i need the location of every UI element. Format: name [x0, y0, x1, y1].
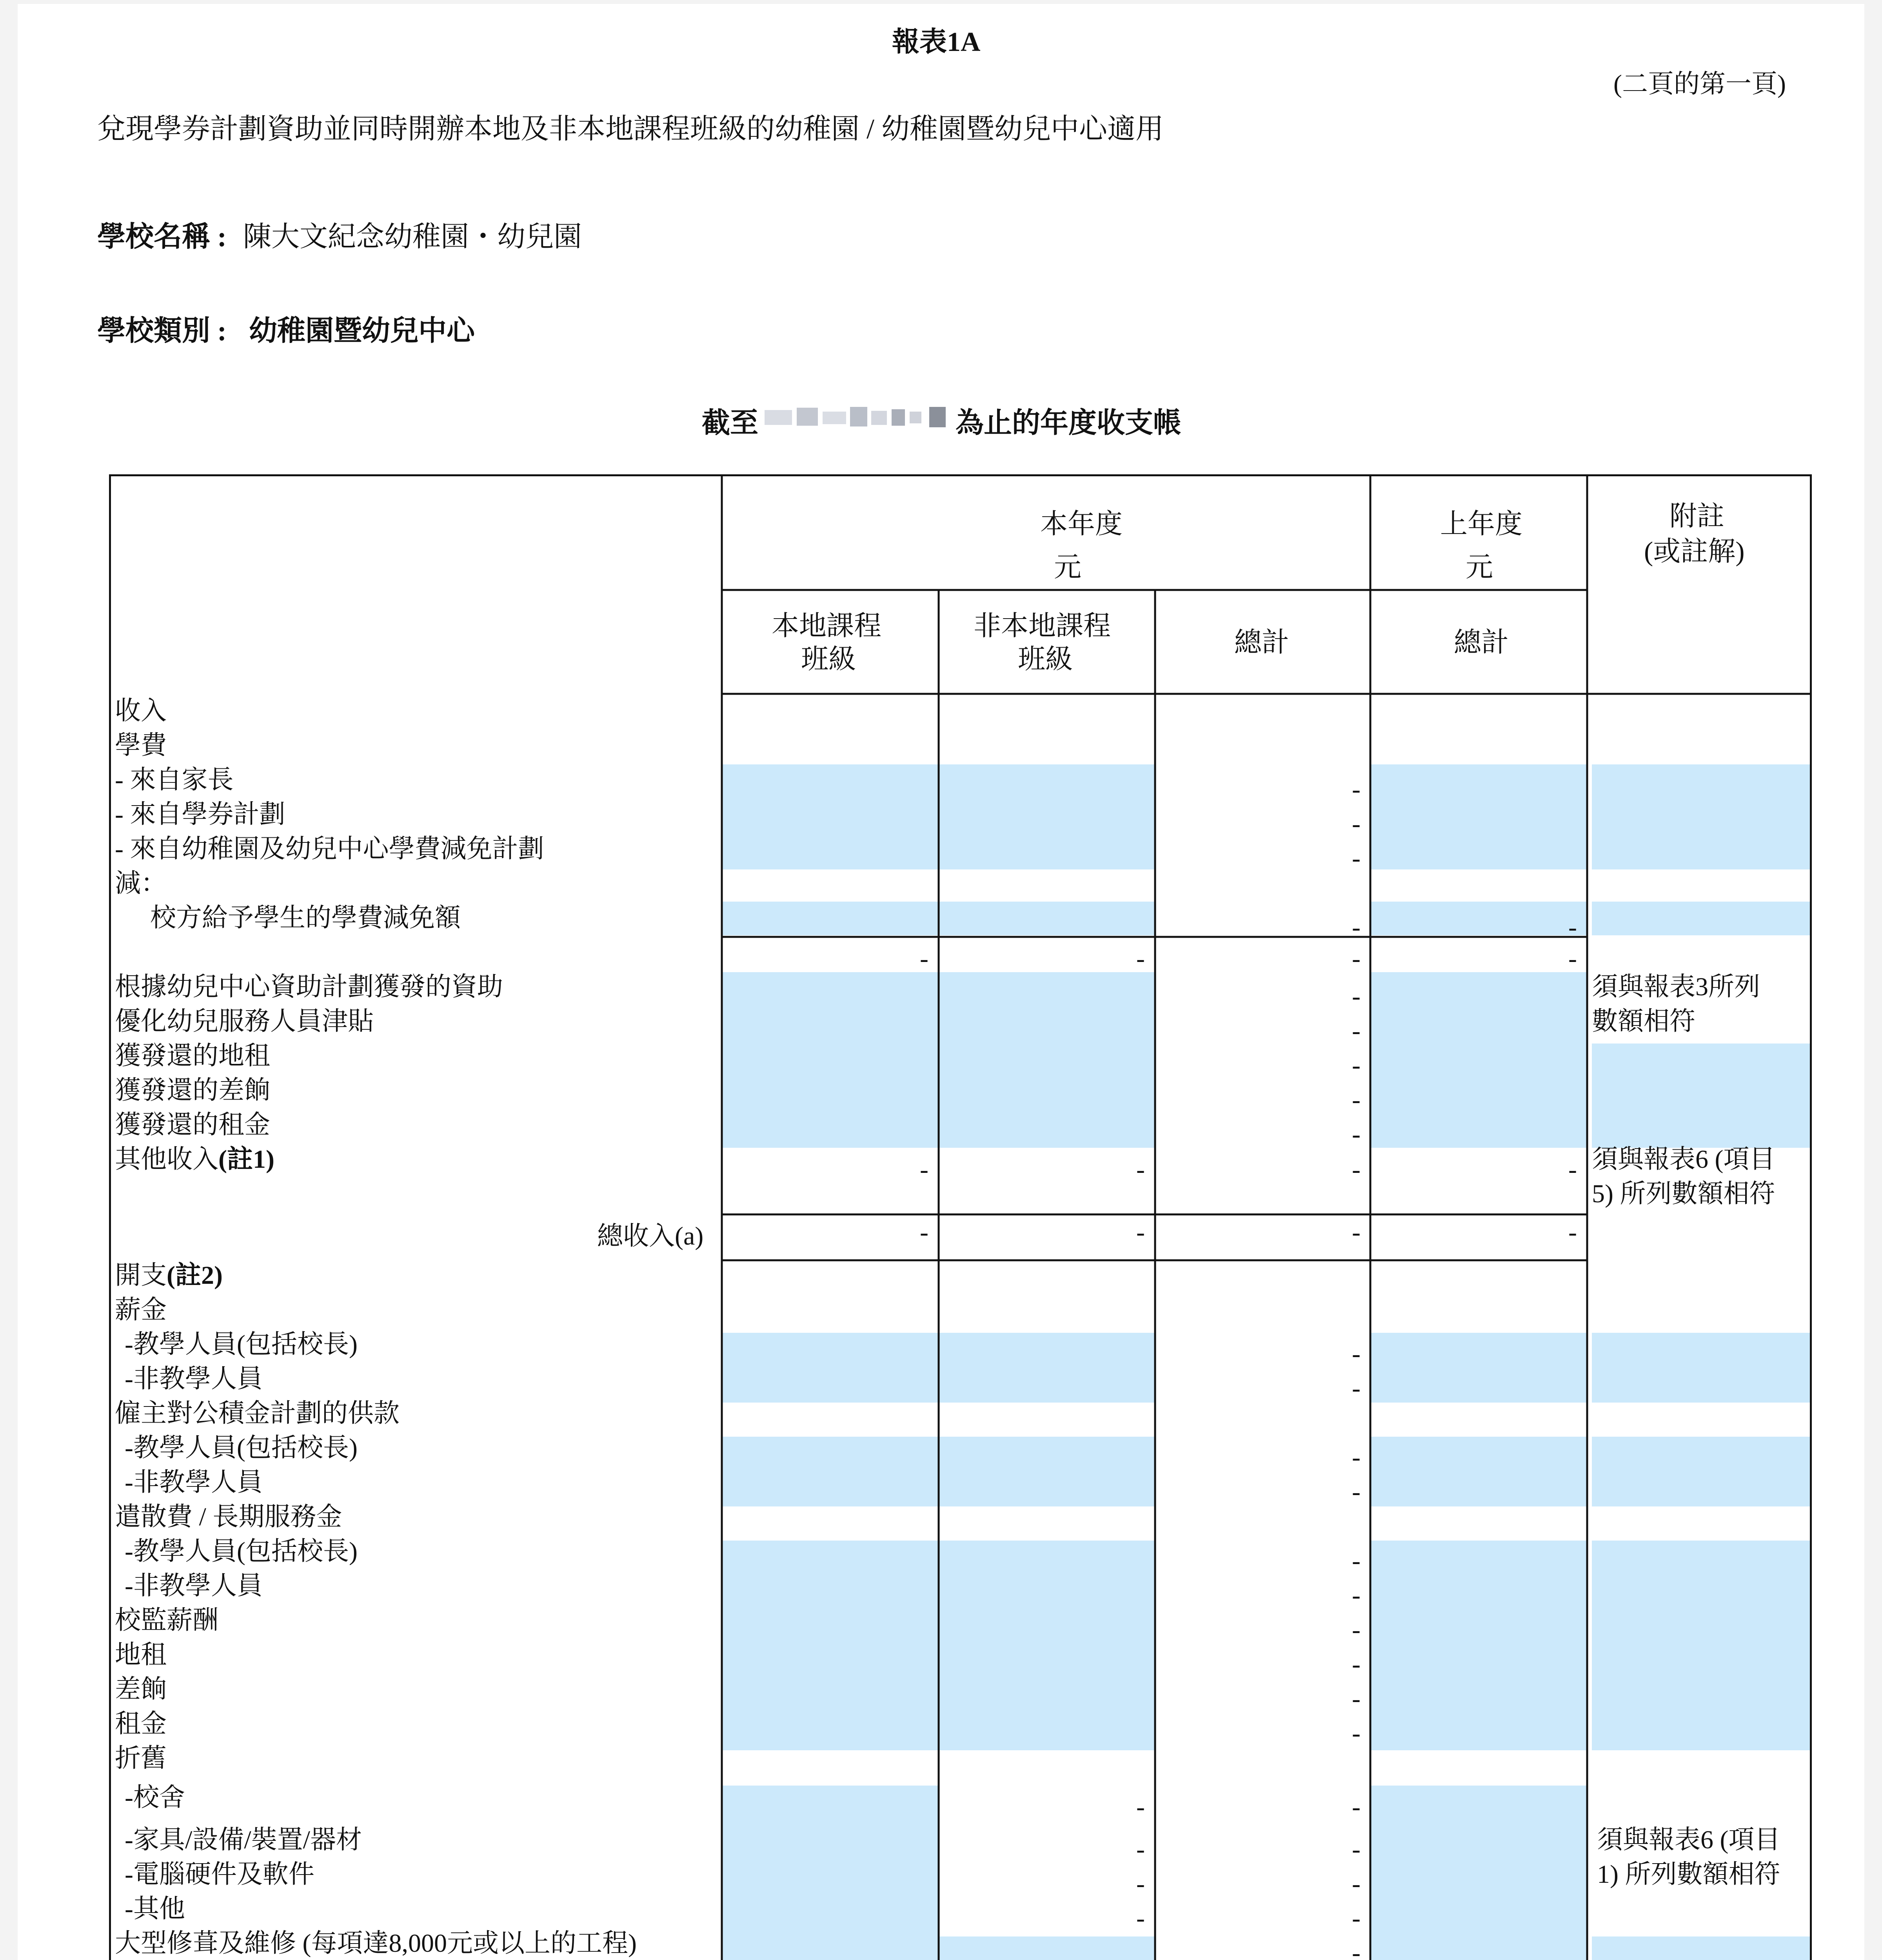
statement-title-prefix: 截至 — [702, 407, 759, 439]
row-less: 減： — [115, 869, 167, 898]
row-salaries: 薪金 — [115, 1296, 167, 1324]
col-notes-sub: (或註解) — [1644, 537, 1745, 567]
row-ccc-subsidy: 根據幼兒中心資助計劃獲發的資助 — [115, 973, 503, 1001]
dash: - — [1352, 1684, 1361, 1713]
dash: - — [1352, 844, 1361, 873]
row-fees-remission: - 來自幼稚園及幼兒中心學費減免計劃 — [115, 835, 544, 863]
row-school-fees: 學費 — [115, 731, 167, 760]
dash: - — [1352, 1120, 1361, 1149]
dash: - — [1352, 1477, 1361, 1506]
col-local-line2: 班級 — [801, 644, 856, 675]
dash: - — [1352, 1085, 1361, 1114]
dash: - — [1352, 944, 1361, 973]
dash: - — [1136, 1904, 1145, 1933]
row-dep-computer: -電腦硬件及軟件 — [125, 1860, 314, 1889]
col-prior-unit: 元 — [1466, 552, 1493, 583]
row-mpf-nonteaching: -非教學人員 — [125, 1468, 263, 1497]
dash: - — [1352, 1155, 1361, 1184]
dash: - — [1352, 1615, 1361, 1644]
dash: - — [1136, 1218, 1145, 1247]
dash: - — [1352, 1051, 1361, 1080]
row-dep-premises: -校舍 — [125, 1783, 185, 1812]
applicability-line: 兌現學券計劃資助並同時開辦本地及非本地課程班級的幼稚園 / 幼稚園暨幼兒中心適用 — [97, 113, 1164, 145]
row-severance-nonteaching: -非教學人員 — [125, 1572, 263, 1600]
note-match-form6-item1-l1: 須與報表6 (項目 — [1597, 1826, 1780, 1854]
dash: - — [1136, 1835, 1145, 1864]
row-rent: 租金 — [115, 1710, 167, 1738]
row-severance-teaching: -教學人員(包括校長) — [125, 1537, 358, 1566]
col-prior-total: 總計 — [1454, 628, 1509, 658]
row-mpf-teaching: -教學人員(包括校長) — [125, 1434, 358, 1462]
school-type-value: 幼稚園暨幼兒中心 — [249, 315, 475, 347]
row-fees-voucher: - 來自學券計劃 — [115, 800, 285, 829]
row-dep-other: -其他 — [125, 1895, 185, 1923]
col-current-unit: 元 — [1054, 552, 1081, 583]
row-mpf: 僱主對公積金計劃的供款 — [115, 1399, 400, 1428]
dash: - — [1352, 1719, 1361, 1748]
row-school-remission: 校方給予學生的學費減免額 — [150, 904, 461, 932]
school-type-label: 學校類別 : — [97, 315, 227, 347]
col-nonlocal-line2: 班級 — [1018, 644, 1073, 675]
input-cell-fills — [722, 764, 1812, 1960]
row-depreciation: 折舊 — [115, 1744, 167, 1773]
note-match-form6-item1-l2: 1) 所列數額相符 — [1597, 1860, 1780, 1889]
dash: - — [1352, 1443, 1361, 1472]
school-name-label: 學校名稱 : — [97, 221, 227, 252]
dash: - — [1352, 1869, 1361, 1898]
col-prior-year: 上年度 — [1440, 509, 1522, 539]
dash: - — [1136, 1793, 1145, 1821]
row-total-income: 總收入(a) — [597, 1222, 704, 1250]
col-notes: 附註 — [1669, 501, 1724, 532]
dash: - — [1352, 809, 1361, 838]
row-dep-furniture: -家具/設備/裝置/器材 — [125, 1826, 362, 1854]
row-rent-reimb-land: 獲發還的地租 — [115, 1042, 270, 1070]
dash: - — [1352, 1339, 1361, 1368]
dash: - — [1568, 1218, 1577, 1247]
col-total: 總計 — [1234, 628, 1289, 658]
dash: - — [1352, 1581, 1361, 1610]
row-salaries-teaching: -教學人員(包括校長) — [125, 1330, 358, 1359]
note-match-form6-item5-l1: 須與報表6 (項目 — [1592, 1145, 1775, 1174]
dash: - — [1136, 1155, 1145, 1184]
dash: - — [1136, 1869, 1145, 1898]
row-rent-reimb: 獲發還的租金 — [115, 1111, 270, 1139]
row-severance: 遣散費 / 長期服務金 — [115, 1503, 342, 1531]
page-of-label: (二頁的第一頁) — [1613, 70, 1786, 98]
col-current-year: 本年度 — [1040, 509, 1123, 539]
redacted-date — [765, 405, 949, 430]
col-nonlocal-line1: 非本地課程 — [974, 611, 1111, 641]
dash: - — [1352, 1546, 1361, 1575]
dash: - — [1352, 1904, 1361, 1933]
row-other-income: 其他收入(註1) — [115, 1145, 274, 1174]
note-match-form6-item5-l2: 5) 所列數額相符 — [1592, 1180, 1775, 1208]
row-supervisor-pay: 校監薪酬 — [115, 1606, 218, 1635]
row-rates-reimb: 獲發還的差餉 — [115, 1076, 270, 1105]
row-rates: 差餉 — [115, 1675, 167, 1704]
row-expenditure-heading: 開支(註2) — [115, 1261, 223, 1290]
dash: - — [1352, 1016, 1361, 1045]
form-number: 報表1A — [892, 27, 981, 57]
statement-title-suffix: 為止的年度收支帳 — [956, 407, 1182, 439]
dash: - — [1352, 1793, 1361, 1821]
dash: - — [1352, 982, 1361, 1011]
row-salaries-nonteaching: -非教學人員 — [125, 1365, 263, 1393]
dash: - — [1136, 944, 1145, 973]
dash: - — [1352, 1374, 1361, 1403]
dash: - — [1568, 944, 1577, 973]
row-major-repairs: 大型修葺及維修 (每項達8,000元或以上的工程) — [115, 1929, 637, 1958]
note-match-form3-l1: 須與報表3所列 — [1592, 973, 1760, 1001]
school-name-value: 陳大文紀念幼稚園・幼兒園 — [243, 221, 582, 252]
dash: - — [1568, 1155, 1577, 1184]
dash: - — [920, 1155, 928, 1184]
row-staff-grant: 優化幼兒服務人員津貼 — [115, 1007, 374, 1036]
report-page — [18, 4, 1864, 1960]
note-match-form3-l2: 數額相符 — [1592, 1007, 1695, 1036]
income-expenditure-table — [109, 474, 1812, 1960]
dash: - — [1352, 1650, 1361, 1679]
dash: - — [1352, 913, 1361, 942]
row-fees-parents: - 來自家長 — [115, 766, 234, 794]
row-land-rent: 地租 — [115, 1641, 167, 1669]
dash: - — [920, 1218, 928, 1247]
dash: - — [1352, 1938, 1361, 1960]
dash: - — [1352, 1835, 1361, 1864]
dash: - — [1352, 1218, 1361, 1247]
col-local-line1: 本地課程 — [772, 611, 881, 641]
dash: - — [920, 944, 928, 973]
dash: - — [1568, 913, 1577, 942]
dash: - — [1352, 775, 1361, 804]
row-income-heading: 收入 — [115, 697, 167, 725]
